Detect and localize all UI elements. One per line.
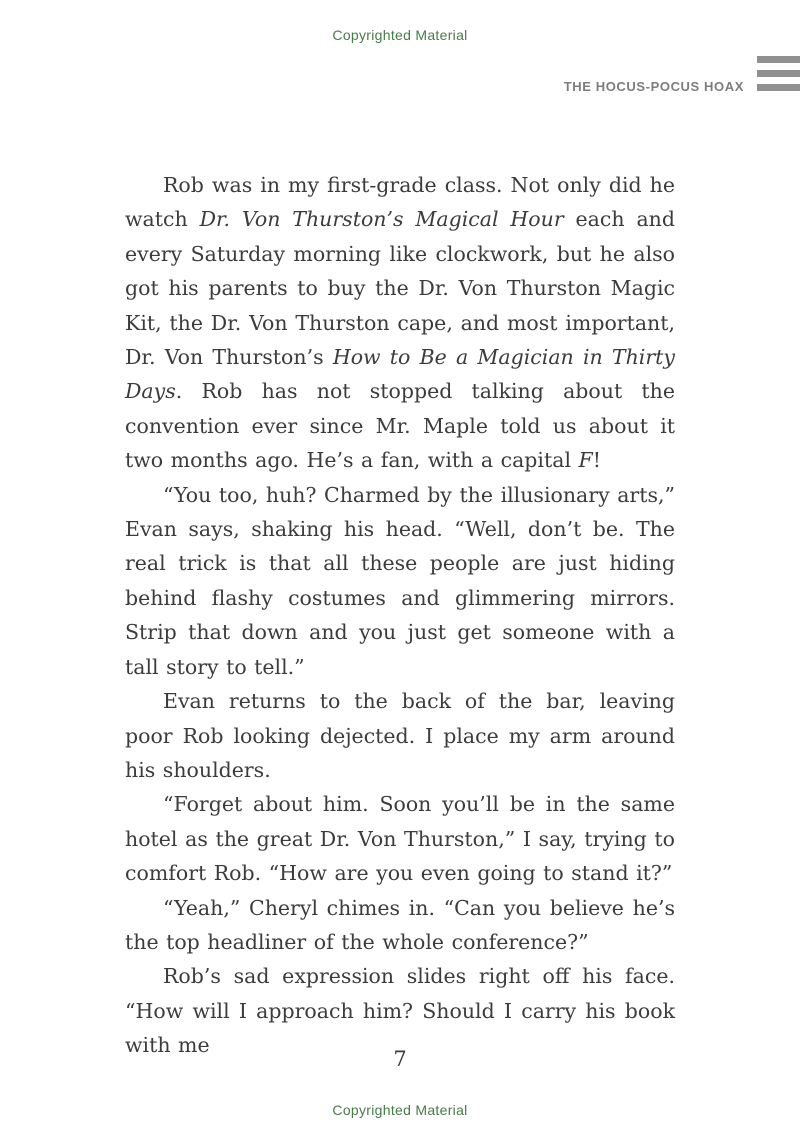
text-run: “You too, huh? Charmed by the illusionary arts,” Evan says, shaking his head. “Well, don’t be. The real trick is that all these people are just hiding behind flashy costumes and glimmering mirrors. Strip that down and you just get someone with a tall story to tell.” [125,482,675,679]
text-run: Rob’s sad expression slides right off his face. “How will I approach him? Should I carry his book with me [125,964,675,1058]
body-paragraph [125,478,675,684]
text-run: “Yeah,” Cheryl chimes in. “Can you believe he’s the top headliner of the whole conference?” [125,895,675,954]
copyright-notice-bottom: Copyrighted Material [332,1102,468,1118]
text-run: Evan returns to the back of the bar, leaving poor Rob looking dejected. I place my arm around his shoulders. [125,689,675,782]
running-head-title: THE HOCUS-POCUS HOAX [563,79,744,94]
copyright-notice-top: Copyrighted Material [332,27,468,43]
corner-bar [757,70,800,77]
text-run: . Rob has not stopped talking about the convention ever since Mr. Maple told us about it two months ago. He’s a fan, with a capital [125,379,675,473]
text-run: ! [592,448,602,473]
text-run: “Forget about him. Soon you’ll be in the same hotel as the great Dr. Von Thurston,” I say, trying to comfort Rob. “How are you even going to stand it?” [125,792,675,886]
italic-text-run: Dr. Von Thurston’s Magical Hour [199,207,564,232]
body-text [125,168,675,1063]
corner-bar [757,56,800,63]
body-paragraph [125,168,675,478]
text-run: each and every Saturday morning like clockwork, but he also got his parents to buy the Dr. Von Thurston Magic Kit, the Dr. Von Thurston cape, and most important, Dr. Von Thurston’s [125,207,675,370]
body-paragraph [125,684,675,787]
body-paragraph [125,787,675,890]
text-run: Rob was in my first-grade class. Not only did he watch [125,173,675,232]
corner-bars [757,56,800,91]
corner-bar [757,84,800,91]
page-number: 7 [393,1047,407,1071]
body-paragraph [125,891,675,960]
italic-text-run: F [578,448,593,473]
italic-text-run: How to Be a Magician in Thirty Days [125,345,675,404]
